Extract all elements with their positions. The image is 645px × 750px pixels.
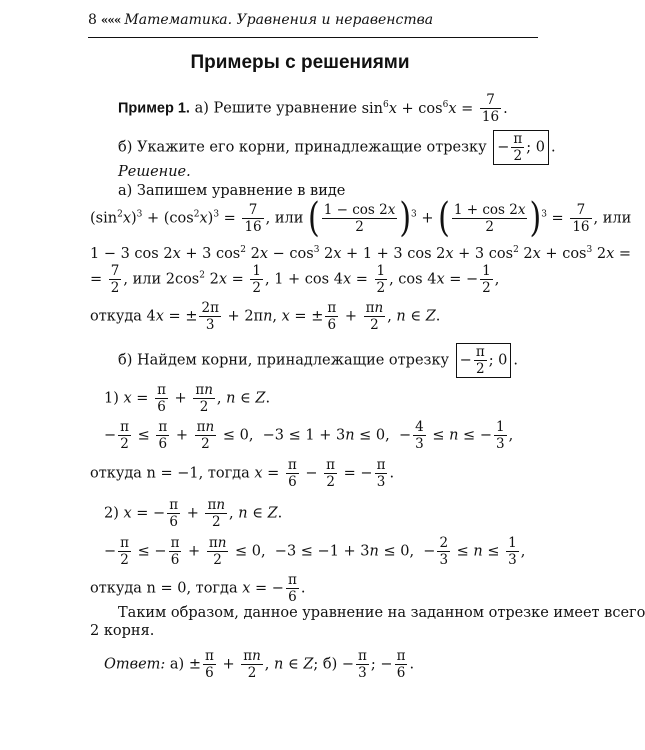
equation-rewritten: $(\sin^2x)^3 + (\cos^2x)^3$ = $\frac{7}{16}$ , или ( $\frac{1 - \cos 2x}{2}$ )$^3$ + ( $\frac{1 + \cos 2x}{2}$ )$^3$ = $\frac{7}{16}$ , или bbox=[90, 194, 632, 242]
b-intro-line: б) Найдем корни, принадлежащие отрезку − $\frac{\pi}{2}$ ; 0 . bbox=[118, 344, 519, 377]
summary-line-2: 2 корня. bbox=[90, 623, 155, 639]
case-1-label: 1) bbox=[104, 390, 119, 407]
simplification-line: = $\frac{7}{2}$ , или $2\cos^2$ 2x = $\frac{1}{2}$ , 1 + cos 4x = $\frac{1}{2}$ , cos 4x = − $\frac{1}{2}$ , bbox=[90, 263, 500, 296]
b-intro-text: б) Найдем корни, принадлежащие отрезку bbox=[118, 352, 450, 369]
part-b-line: б) Укажите его корни, принадлежащие отрезку − $\frac{\pi}{2}$ ; 0 . bbox=[118, 131, 556, 164]
whence-word: откуда bbox=[90, 308, 142, 325]
or-word-1: или bbox=[274, 210, 304, 227]
or-word-2: или bbox=[602, 210, 632, 227]
interval-bracket-2: − $\frac{\pi}{2}$ ; 0 bbox=[456, 343, 512, 378]
interval-bracket: − $\frac{\pi}{2}$ ; 0 bbox=[493, 130, 549, 165]
case-1-conclusion: откуда n = −1, тогда bbox=[90, 465, 250, 482]
running-header bbox=[88, 12, 433, 28]
solution-label: Решение. bbox=[118, 164, 191, 180]
part-b-text: б) Укажите его корни, принадлежащие отрезку bbox=[118, 139, 487, 156]
general-solution-line: откуда 4x = ± $\frac{2\pi}{3}$ + 2πn, x = ± $\frac{\pi}{6}$ + $\frac{\pi n}{2}$ , n ∈ Z. bbox=[90, 300, 441, 333]
case-1-result: откуда n = −1, тогда x = $\frac{\pi}{6}$ − $\frac{\pi}{2}$ = − $\frac{\pi}{3}$ . bbox=[90, 457, 395, 490]
case-2-conclusion: откуда n = 0, тогда bbox=[90, 580, 238, 597]
a-intro: а) Запишем уравнение в виде bbox=[118, 183, 346, 199]
header-rule bbox=[88, 37, 538, 38]
summary-line-1: Таким образом, данное уравнение на заданном отрезке имеет всего bbox=[118, 605, 645, 621]
equation-main: $\sin^6x + \cos^6x$ = $\frac{7}{16}$ . bbox=[361, 92, 508, 125]
example-label: Пример 1. bbox=[118, 100, 190, 117]
case-2-inequality: − $\frac{\pi}{2}$ ≤ − $\frac{\pi}{6}$ + $\frac{\pi n}{2}$ ≤ 0, −3 ≤ −1 + 3n ≤ 0, − $\frac{2}{3}$ ≤ n ≤ $\frac{1}{3}$ , bbox=[104, 535, 526, 568]
case-2-label: 2) bbox=[104, 505, 119, 522]
answer-label: Ответ: bbox=[104, 656, 166, 673]
example-statement bbox=[118, 92, 508, 125]
part-a-text: а) Решите уравнение bbox=[194, 100, 357, 117]
header-title: Математика. Уравнения и неравенства bbox=[124, 12, 434, 28]
case-2-result: откуда n = 0, тогда x = − $\frac{\pi}{6}$ . bbox=[90, 572, 306, 605]
expansion-line: 1 − 3 cos 2x + 3 $\cos^2 2x - \cos^3 2x + 1 + 3$ cos 2x + 3 $\cos^2 2x + \cos^3 2x$ = bbox=[90, 245, 632, 262]
case-1-inequality: − $\frac{\pi}{2}$ ≤ $\frac{\pi}{6}$ + $\frac{\pi n}{2}$ ≤ 0, −3 ≤ 1 + 3n ≤ 0, − $\frac{4}{3}$ ≤ n ≤ − $\frac{1}{3}$ , bbox=[104, 419, 514, 452]
section-heading: Примеры с решениями bbox=[190, 52, 410, 73]
case-1-line: 1) x = $\frac{\pi}{6}$ + $\frac{\pi n}{2}$ , n ∈ Z. bbox=[104, 382, 271, 415]
case-2-line: 2) x = − $\frac{\pi}{6}$ + $\frac{\pi n}{2}$ , n ∈ Z. bbox=[104, 497, 283, 530]
or-word-3: или bbox=[132, 271, 162, 288]
page-number: 8 bbox=[88, 12, 97, 28]
header-mark: ««« bbox=[100, 13, 121, 27]
answer-line: Ответ: а) ± $\frac{\pi}{6}$ + $\frac{\pi n}{2}$ , n ∈ Z; б) − $\frac{\pi}{3}$ ; − $\frac{\pi}{6}$ . bbox=[104, 648, 415, 681]
